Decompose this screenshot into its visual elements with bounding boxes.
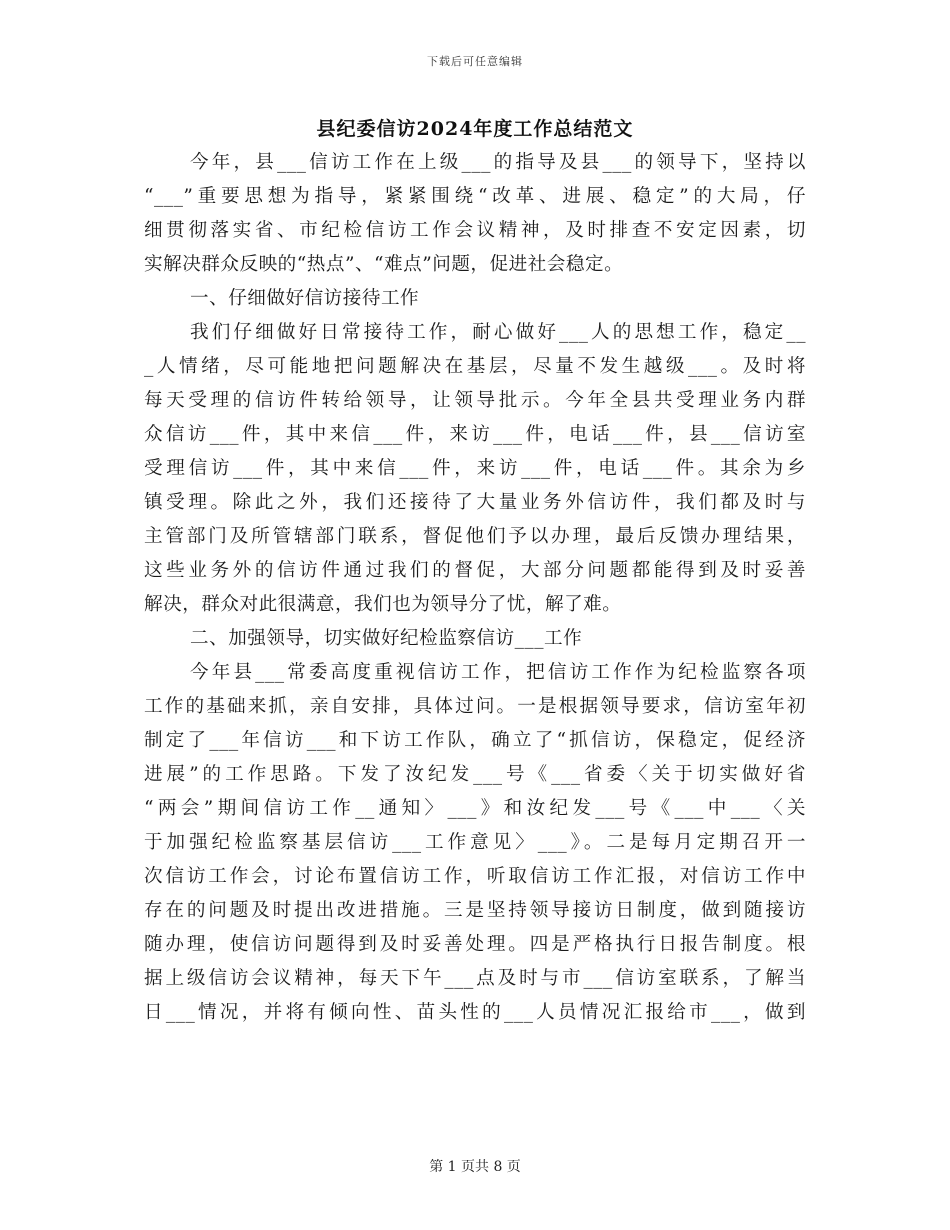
text-line: 每天受理的信访件转给领导，让领导批示。今年全县共受理业务内群 [144,390,806,411]
text-line: 我们仔细做好日常接待工作，耐心做好___人的思想工作，稳定__ [190,322,806,343]
text-line: 主管部门及所管辖部门联系，督促他们予以办理，最后反馈办理结果， [144,526,806,547]
text-line: 进展”的工作思路。下发了汝纪发___号《___省委〈关于切实做好省 [144,764,806,785]
header-note: 下载后可任意编辑 [427,55,523,68]
text-line: 实解决群众反映的“热点”、“难点”问题，促进社会稳定。 [144,254,624,275]
text-line: _人情绪，尽可能地把问题解决在基层，尽量不发生越级___。及时将 [144,356,806,377]
text-line: 次信访工作会，讨论布置信访工作，听取信访工作汇报，对信访工作中 [144,866,806,887]
text-line: 一、仔细做好信访接待工作 [190,288,420,309]
text-line: 于加强纪检监察基层信访___工作意见〉___》。二是每月定期召开一 [144,832,806,853]
text-line: 受理信访___件，其中来信___件，来访___件，电话___件。其余为乡 [144,458,806,479]
document-body [144,146,806,1030]
text-line: 众信访___件，其中来信___件，来访___件，电话___件，县___信访室 [144,424,806,445]
text-line: 日___情况，并将有倾向性、苗头性的___人员情况汇报给市___，做到 [144,1002,806,1023]
text-line: “两会”期间信访工作__通知〉___》和汝纪发___号《___中___〈关 [144,798,806,819]
text-line: 这些业务外的信访件通过我们的督促，大部分问题都能得到及时妥善 [144,560,806,581]
text-line: 今年县___常委高度重视信访工作，把信访工作作为纪检监察各项 [190,662,806,683]
text-line: 二、加强领导，切实做好纪检监察信访___工作 [190,628,583,649]
document-title: 县纪委信访2024年度工作总结范文 [316,118,634,140]
text-line: 今年，县___信访工作在上级___的指导及县___的领导下，坚持以 [190,152,806,173]
text-line: 细贯彻落实省、市纪检信访工作会议精神，及时排查不安定因素，切 [144,220,806,241]
text-line: 存在的问题及时提出改进措施。三是坚持领导接访日制度，做到随接访 [144,900,806,921]
text-line: 工作的基础来抓，亲自安排，具体过问。一是根据领导要求，信访室年初 [144,696,806,717]
text-line: “___”重要思想为指导，紧紧围绕“改革、进展、稳定”的大局，仔 [144,186,806,207]
text-line: 制定了___年信访___和下访工作队，确立了“抓信访，保稳定，促经济 [144,730,806,751]
text-line: 镇受理。除此之外，我们还接待了大量业务外信访件，我们都及时与 [144,492,806,513]
page-number: 第 1 页共 8 页 [429,1159,521,1175]
text-line: 据上级信访会议精神，每天下午___点及时与市___信访室联系，了解当 [144,968,806,989]
text-line: 随办理，使信访问题得到及时妥善处理。四是严格执行日报告制度。根 [144,934,806,955]
text-line: 解决，群众对此很满意，我们也为领导分了忧，解了难。 [144,594,622,615]
